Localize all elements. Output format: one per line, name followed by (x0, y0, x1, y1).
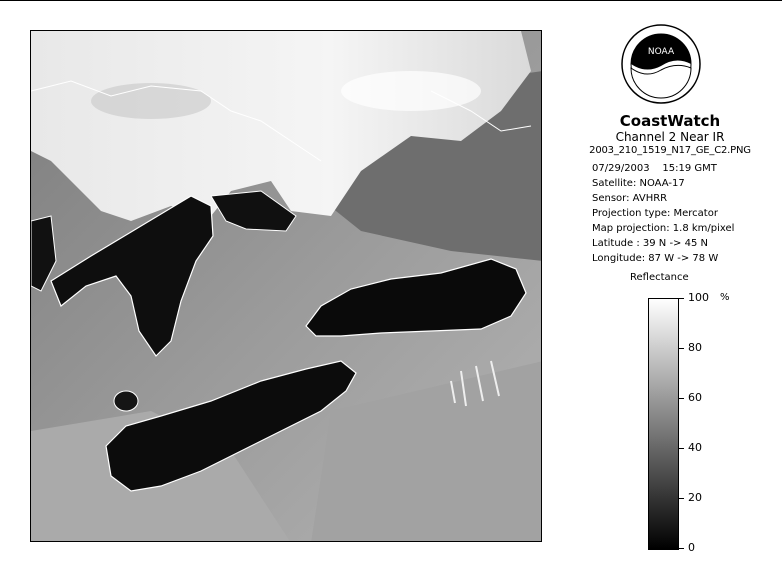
satellite-map[interactable] (30, 30, 542, 542)
top-border (0, 0, 782, 1)
colorbar-tick-label: 100 (688, 291, 709, 304)
reflectance-colorbar (648, 298, 679, 550)
longitude-text: Longitude: 87 W -> 78 W (592, 253, 719, 264)
colorbar-tick-label: 80 (688, 341, 702, 354)
legend-unit: % (720, 292, 730, 303)
colorbar-tick (679, 548, 684, 549)
projection-type-text: Projection type: Mercator (592, 208, 718, 219)
legend-title: Reflectance (630, 272, 689, 283)
metadata-list (592, 161, 734, 266)
file-name: 2003_210_1519_N17_GE_C2.PNG (589, 145, 751, 156)
colorbar-tick-label: 40 (688, 441, 702, 454)
colorbar-tick-label: 60 (688, 391, 702, 404)
colorbar-tick (679, 398, 684, 399)
lake-st-clair (114, 391, 138, 411)
colorbar-tick (679, 298, 684, 299)
date-time-row (592, 161, 734, 176)
cloud-shadow (91, 83, 211, 119)
info-panel (560, 112, 780, 158)
noaa-logo-icon (621, 24, 701, 104)
logo-text: NOAA (647, 47, 675, 57)
map-projection-text: Map projection: 1.8 km/pixel (592, 223, 735, 234)
colorbar-tick (679, 498, 684, 499)
channel-subtitle: Channel 2 Near IR (615, 130, 725, 144)
colorbar-tick (679, 448, 684, 449)
date-text: 07/29/2003 (592, 163, 650, 174)
latitude-text: Latitude : 39 N -> 45 N (592, 238, 708, 249)
sensor-text: Sensor: AVHRR (592, 193, 668, 204)
map-image (31, 31, 542, 542)
time-text: 15:19 GMT (662, 163, 717, 174)
colorbar-tick (679, 348, 684, 349)
colorbar-tick-label: 0 (688, 541, 695, 554)
colorbar-tick-label: 20 (688, 491, 702, 504)
satellite-text: Satellite: NOAA-17 (592, 178, 685, 189)
product-title: CoastWatch (619, 112, 721, 130)
